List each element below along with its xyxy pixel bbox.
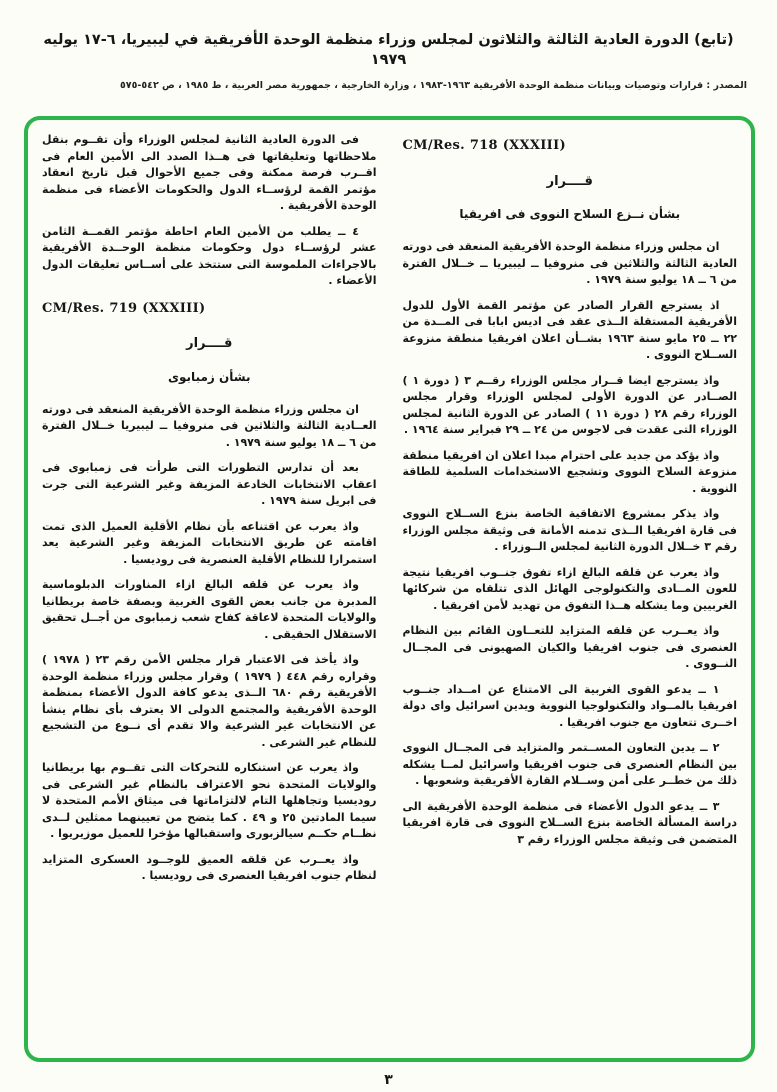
paragraph: واذ يؤكد من جديد على احترام مبدا اعلان ان افريقيا منطقة منزوعة السلاح النووى وتشجيع الاستخدامات السلمية للطاقة النووية .: [402, 448, 737, 495]
paragraph: واذ يعرب عن استنكاره للتحركات التى تقــوم بها بريطانيا والولايات المتحدة نحو الاعتراف بالنظام غير الشرعى فى روديسيا وتجاهلها التام لالتزاماتها فى ميثاق الأمم المتحدة لا سيما المادتين ٢٥ و ٤٩ . كما يتضح من تعيينهما ممثلين لــدى نظــام حكــم سيالزبورى واستقبالها مؤخرا للعميل موزيريوا .: [42, 761, 377, 840]
paragraph: ان مجلس وزراء منظمة الوحدة الأفريقية المنعقد فى دورته العــادية الثالثة والثلاثين فى منروفيا ــ ليبيريا خــلال الفترة من ٦ ــ ١٨ يوليو سنة ١٩٧٩ .: [42, 402, 377, 449]
resolution-subject-719: بشأن زمبابوى: [168, 369, 251, 384]
column-left-res719: [42, 132, 377, 1048]
paragraph: واذ يعرب عن قلقه البالغ ازاء تفوق جنــوب افريقيا نتيجة للعون المــادى والتكنولوجى الهائل الذى تتلقاه من شركائها الغربيين وما يشكله هــذا التفوق من تهديد لأمن افريقيا .: [402, 565, 737, 612]
page-header: [0, 0, 777, 91]
page-number: ٣: [384, 1072, 393, 1088]
header-source-line: المصدر : قرارات وتوصيات وبيانات منظمة الوحدة الأفريقية ١٩٦٣-١٩٨٣ ، وزارة الخارجية ، جمهورية مصر العربية ، ط ١٩٨٥ ، ص ٥٤٢-٥٧٥: [119, 79, 747, 91]
doc-ref-718: CM/Res. 718 (XXXIII): [402, 138, 566, 153]
content-frame: [24, 116, 755, 1062]
paragraph: ان مجلس وزراء منظمة الوحدة الأفريقية المنعقد فى دورته العادية الثالثة والثلاثين فى منروفيا ــ ليبيريا ــ خــلال الفترة من ٦ ــ ١٨ يوليو سنة ١٩٧٩ .: [402, 240, 737, 286]
paragraph: فى الدورة العادية الثانية لمجلس الوزراء وأن تقــوم بنقل ملاحظاتها وتعليقاتها فى هــذا الصدد الى الأمين العام فى اقــرب فرصة ممكنة وفى جميع الأحوال قبل تاريخ انعقاد مؤتمر القمة لرؤســاء الدول والحكومات الأعضاء فى منظمة الوحدة الأفريقية .: [42, 133, 377, 212]
paragraph: واذ يعرب عن قلقه البالغ ازاء المناورات الدبلوماسية المدبرة من جانب بعض القوى الغربية وبصفة خاصة بريطانيا والولايات المتحدة لاعاقة كفاح شعب زمبابوى من أجــل تحقيق الاستقلال الحقيقى .: [42, 578, 377, 641]
paragraph: بعد أن تدارس التطورات التى طرأت فى زمبابوى فى اعقاب الانتخابات الخادعة المزيفة وغير الشرعية التى جرت فى ابريل سنة ١٩٧٩ .: [42, 461, 377, 507]
resolution-title-718: قــــرار: [546, 173, 593, 189]
paragraph: واذ يذكر بمشروع الاتفاقية الخاصة بنزع الســلاح النووى فى قارة افريقيا الــذى تدمنه الأمانة فى وثيقة مجلس الوزراء رقم ٣ خــلال الدورة الثانية لمجلس الــوزراء .: [402, 507, 737, 553]
resolution-title-719: قــــرار: [186, 336, 233, 351]
two-column-layout: [42, 132, 737, 1048]
paragraph: واذ يعــرب عن قلقه المتزايد للتعــاون القائم بين النظام العنصرى فى جنوب افريقيا والكيان الصهيونى فى المجــال النــووى .: [402, 624, 737, 670]
paragraph: اذ يسترجع القرار الصادر عن مؤتمر القمة الأول للدول الأفريقية المستقلة الــذى عقد فى اديس ابابا فى المــدة من ٢٢ ــ ٢٥ مايو سنة ١٩٦٣ بشــأن اعلان افريقيا منطقة منزوعة الســلاح النووى .: [402, 298, 737, 361]
resolution-subject-718: بشأن نــزع السلاح النووى فى افريقيا: [459, 207, 681, 221]
paragraph: واذ يعــرب عن قلقه العميق للوجــود العسكرى المتزايد لنظام جنوب افريقيا العنصرى فى روديسيا .: [42, 852, 377, 882]
paragraph: واذ يعرب عن اقتناعه بأن نظام الأقلية العميل الذى تمت اقامته عن طريق الانتخابات المزيفة وغير الشرعية يعد استمرارا للنظام الأقلية العنصرية فى روديسيا .: [42, 519, 377, 566]
paragraph: واذ يسترجع ايضا قــرار مجلس الوزراء رقــم ٣ ( دورة ١ ) الصــادر عن الدورة الأولى لمجلس الوزراء وقرار مجلس الوزراء رقم ٢٨ ( دورة ١١ ) الصادر عن الدورة الثانية لمجلس الوزراء التى عقدت فى لاجوس من ٢٤ ــ ٢٩ فبراير سنة ١٩٦٤ .: [402, 373, 737, 436]
header-title: (تابع) الدورة العادية الثالثة والثلاثون لمجلس وزراء منظمة الوحدة الأفريقية في ليبيريا، ٦-١٧ يوليه ١٩٧٩: [43, 32, 734, 69]
doc-ref-719: CM/Res. 719 (XXXIII): [42, 300, 206, 316]
paragraph: ١ ــ يدعو القوى الغربية الى الامتناع عن امــداد جنــوب افريقيا بالمــواد والتكنولوجيا النووية ويدين اسرائيل واى دولة اخــرى تتعاون مع جنوب افريقيا .: [402, 682, 737, 729]
paragraph: واذ يأخذ فى الاعتبار قرار مجلس الأمن رقم ٢٣ ( ١٩٧٨ ) وقراره رقم ٤٤٨ ( ١٩٧٩ ) وقرار مجلس وزراء منظمة الوحدة الأفريقية رقم ٦٨٠ الــذى يدعو كافة الدول الأعضاء بمنظمة الوحدة الأفريقية والمجتمع الدولى الا يعترف بأى نظام ينشأ عن الانتخابات غير الشرعية والا تقدم أى نــوع من التشجيع للنظام غير الشرعى .: [42, 653, 377, 749]
paragraph: ٣ ــ يدعو الدول الأعضاء فى منظمة الوحدة الأفريقية الى دراسة المسألة الخاصة بنزع الســلاح النووى فى قارة افريقيا المتضمن فى وثيقة مجلس الوزراء رقم ٣: [402, 799, 737, 846]
column-right-res718: [403, 132, 738, 1048]
paragraph: ٤ ــ يطلب من الأمين العام احاطة مؤتمر القمــة الثامن عشر لرؤســاء دول وحكومات منظمة الوحــدة الأفريقية بالاجراءات الملموسة التى ستتخذ على أســاس تعليقات الدول الأعضاء .: [42, 224, 377, 287]
paragraph: ٢ ــ يدين التعاون المســتمر والمتزايد فى المجــال النووى بين النظام العنصرى فى جنوب افريقيا واسرائيل لمــا يشكله ذلك من خطــر على أمن وســلام القارة الأفريقية وشعوبها .: [402, 741, 737, 787]
